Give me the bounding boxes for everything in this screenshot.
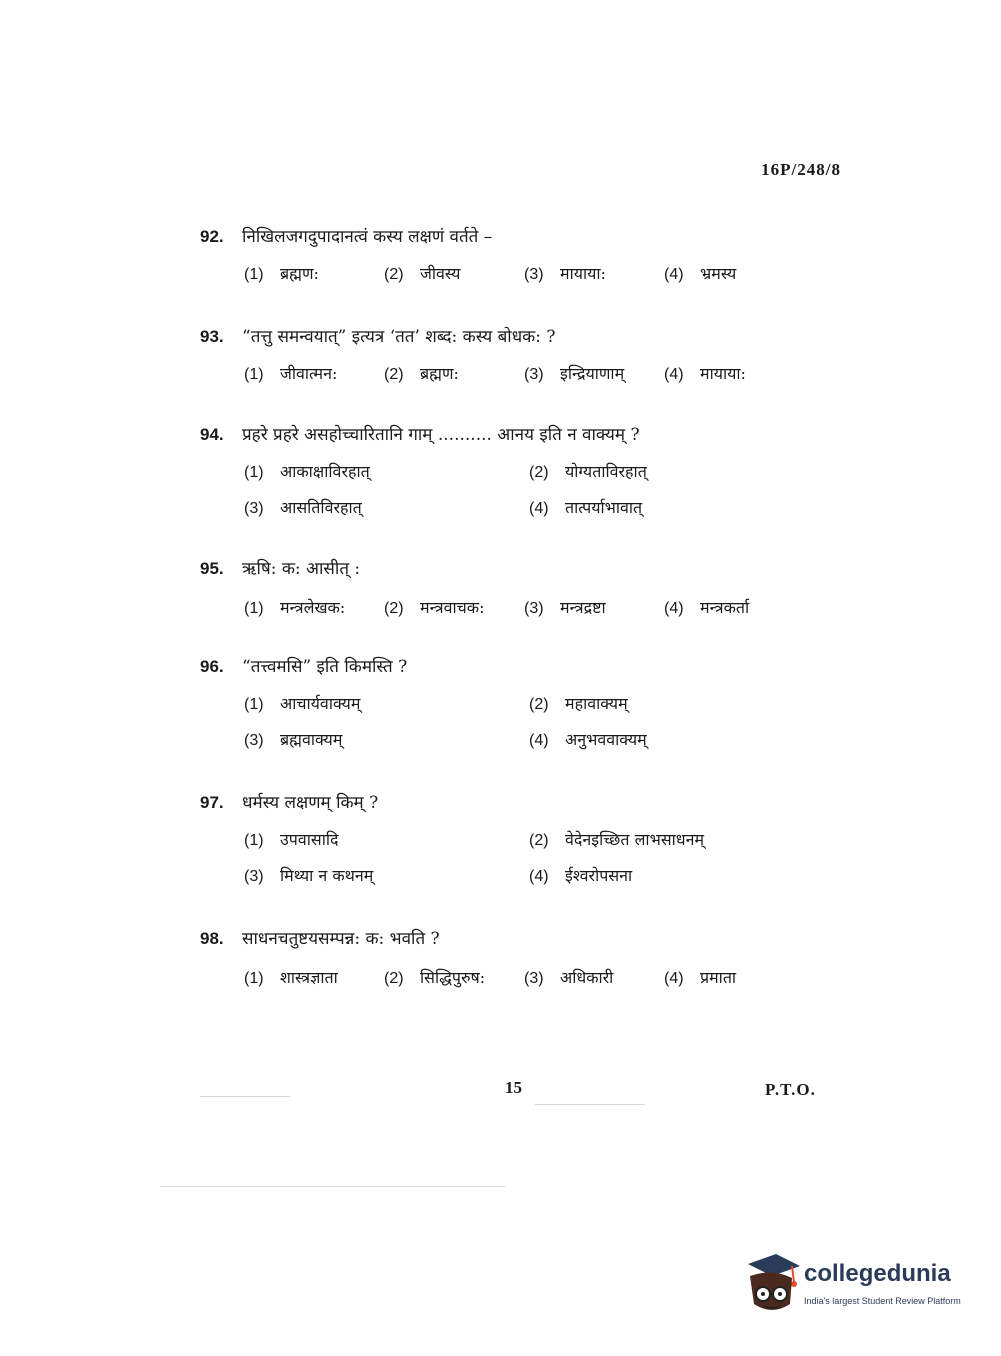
option-2 — [529, 460, 814, 482]
question-92 — [200, 226, 820, 284]
option-2 — [529, 692, 814, 714]
option-4 — [529, 864, 814, 886]
option-4 — [664, 362, 804, 384]
option-number: (1) — [244, 832, 264, 849]
option-text: मन्त्रलेखक: — [280, 598, 346, 617]
option-number: (1) — [244, 464, 264, 481]
option-text: आचार्यवाक्यम् — [280, 694, 361, 713]
brand-tagline: India's largest Student Review Platform — [804, 1296, 961, 1306]
option-number: (1) — [244, 970, 264, 987]
option-1 — [244, 692, 529, 714]
question-number: 97. — [200, 793, 224, 812]
question-96 — [200, 656, 820, 750]
option-number: (4) — [529, 868, 549, 885]
question-text: साधनचतुष्टयसम्पन्न: क: भवति ? — [242, 929, 440, 949]
option-number: (4) — [664, 970, 684, 987]
option-text: मन्त्रकर्ता — [700, 598, 750, 617]
scan-line — [535, 1104, 645, 1105]
question-number: 93. — [200, 327, 224, 346]
option-number: (3) — [524, 600, 544, 617]
option-1 — [244, 596, 384, 618]
option-1 — [244, 362, 384, 384]
option-text: शास्त्रज्ञाता — [280, 968, 338, 987]
brand-name: collegedunia — [804, 1260, 951, 1287]
question-number: 92. — [200, 227, 224, 246]
option-text: वेदेनइच्छित लाभसाधनम् — [565, 830, 705, 849]
option-text: मन्त्रवाचक: — [420, 598, 485, 617]
scan-line — [160, 1186, 505, 1187]
option-number: (3) — [524, 970, 544, 987]
options — [200, 596, 820, 618]
option-2 — [384, 362, 524, 384]
pto-label: P.T.O. — [765, 1080, 816, 1099]
option-3 — [524, 596, 664, 618]
option-text: प्रमाता — [700, 968, 737, 987]
option-number: (1) — [244, 266, 264, 283]
option-2 — [384, 596, 524, 618]
question-number: 95. — [200, 559, 224, 578]
option-number: (2) — [529, 832, 549, 849]
option-4 — [664, 596, 804, 618]
option-number: (2) — [384, 266, 404, 283]
option-number: (2) — [384, 970, 404, 987]
option-1 — [244, 828, 529, 850]
options-row-2 — [200, 496, 820, 518]
option-text: इन्द्रियाणाम् — [560, 364, 625, 383]
option-3 — [524, 966, 664, 988]
option-text: उपवासादि — [280, 830, 339, 849]
option-number: (4) — [529, 500, 549, 517]
options-row-1 — [200, 460, 820, 482]
option-number: (4) — [664, 366, 684, 383]
option-text: भ्रमस्य — [700, 264, 737, 283]
paper-code: 16P/248/8 — [761, 160, 841, 179]
question-93 — [200, 326, 820, 384]
scan-line — [200, 1096, 290, 1097]
options-row-2 — [200, 728, 820, 750]
option-3 — [524, 262, 664, 284]
question-text: निखिलजगदुपादानत्वं कस्य लक्षणं वर्तते – — [242, 227, 493, 247]
question-98 — [200, 928, 820, 988]
option-1 — [244, 460, 529, 482]
option-text: अधिकारी — [560, 968, 614, 987]
option-4 — [529, 496, 814, 518]
option-number: (4) — [664, 266, 684, 283]
options-row-2 — [200, 864, 820, 886]
option-text: मिथ्या न कथनम् — [280, 866, 374, 885]
option-text: आकाक्षाविरहात् — [280, 462, 370, 481]
option-3 — [244, 864, 529, 886]
option-text: आसतिविरहात् — [280, 498, 362, 517]
options-row-1 — [200, 692, 820, 714]
question-95 — [200, 558, 820, 618]
option-number: (2) — [384, 600, 404, 617]
options — [200, 362, 820, 384]
option-4 — [529, 728, 814, 750]
option-text: मायाया: — [560, 264, 606, 283]
option-number: (2) — [529, 464, 549, 481]
option-text: योग्यताविरहात् — [565, 462, 647, 481]
question-number: 96. — [200, 657, 224, 676]
option-number: (3) — [524, 366, 544, 383]
options-row-1 — [200, 828, 820, 850]
question-text: ऋषि: क: आसीत् : — [242, 559, 361, 579]
question-text: “तत्त्वमसि” इति किमस्ति ? — [242, 657, 408, 677]
question-94 — [200, 424, 820, 518]
option-number: (3) — [244, 732, 264, 749]
option-number: (4) — [529, 732, 549, 749]
option-number: (3) — [244, 500, 264, 517]
page-number: 15 — [505, 1078, 522, 1097]
option-number: (2) — [384, 366, 404, 383]
option-3 — [524, 362, 664, 384]
question-97 — [200, 792, 820, 886]
option-4 — [664, 966, 804, 988]
option-3 — [244, 728, 529, 750]
option-text: मायाया: — [700, 364, 746, 383]
options — [200, 966, 820, 988]
option-number: (4) — [664, 600, 684, 617]
option-text: सिद्धिपुरुष: — [420, 968, 486, 987]
question-number: 94. — [200, 425, 224, 444]
option-3 — [244, 496, 529, 518]
option-number: (1) — [244, 366, 264, 383]
option-text: महावाक्यम् — [565, 694, 628, 713]
option-text: ईश्वरोपसना — [565, 866, 633, 885]
question-number: 98. — [200, 929, 224, 948]
option-number: (3) — [524, 266, 544, 283]
option-1 — [244, 262, 384, 284]
mascot-icon — [742, 1250, 802, 1320]
option-2 — [384, 966, 524, 988]
option-number: (3) — [244, 868, 264, 885]
question-text: प्रहरे प्रहरे असहोच्चारितानि गाम् .......... आनय इति न वाक्यम् ? — [242, 425, 640, 445]
question-text: धर्मस्य लक्षणम् किम् ? — [242, 793, 379, 813]
option-4 — [664, 262, 804, 284]
option-text: मन्त्रद्रष्टा — [560, 598, 606, 617]
option-text: ब्रह्मण: — [420, 364, 459, 383]
option-text: अनुभववाक्यम् — [565, 730, 647, 749]
option-text: तात्पर्याभावात् — [565, 498, 643, 517]
option-text: ब्रह्मण: — [280, 264, 319, 283]
question-text: “तत्तु समन्वयात्” इत्यत्र ‘तत’ शब्द: कस्य बोधक: ? — [242, 327, 556, 347]
options — [200, 262, 820, 284]
option-text: ब्रह्मवाक्यम् — [280, 730, 343, 749]
option-number: (2) — [529, 696, 549, 713]
option-number: (1) — [244, 696, 264, 713]
option-1 — [244, 966, 384, 988]
option-2 — [384, 262, 524, 284]
option-number: (1) — [244, 600, 264, 617]
option-2 — [529, 828, 814, 850]
option-text: जीवात्मन: — [280, 364, 338, 383]
option-text: जीवस्य — [420, 264, 461, 283]
collegedunia-logo — [742, 1250, 972, 1320]
